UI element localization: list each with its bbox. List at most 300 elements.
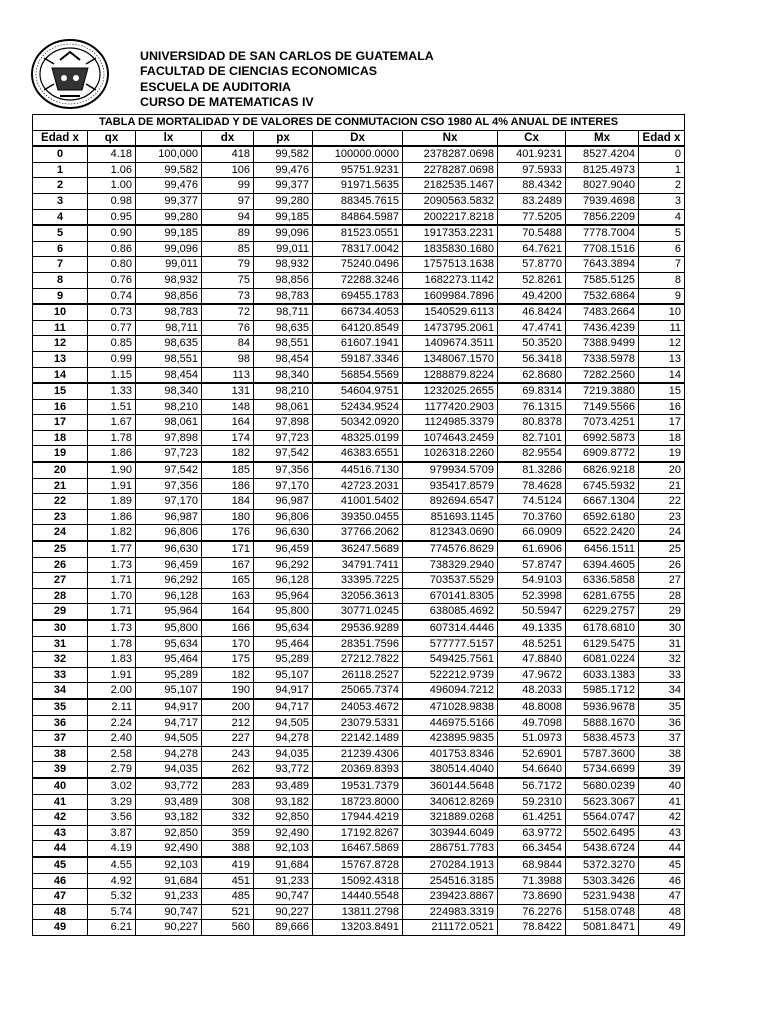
cell-dx: 200 bbox=[202, 699, 254, 715]
table-row bbox=[33, 509, 685, 525]
cell-Dx: 34791.7411 bbox=[313, 557, 403, 573]
cell-Mx: 7436.4239 bbox=[566, 320, 639, 336]
cell-qx: 1.89 bbox=[88, 494, 136, 510]
cell-qx: 5.74 bbox=[88, 904, 136, 920]
cell-Mx: 6667.1304 bbox=[566, 494, 639, 510]
cell-Dx: 78317.0042 bbox=[313, 241, 403, 257]
table-row bbox=[33, 193, 685, 209]
cell-qx: 6.21 bbox=[88, 920, 136, 936]
course-name: CURSO DE MATEMATICAS IV bbox=[140, 95, 314, 110]
column-header-Dx: Dx bbox=[313, 130, 403, 146]
cell-age: 23 bbox=[33, 509, 88, 525]
table-row bbox=[33, 415, 685, 431]
cell-age: 27 bbox=[33, 573, 88, 589]
cell-dx: 167 bbox=[202, 557, 254, 573]
cell-age: 34 bbox=[33, 683, 88, 699]
cell-Dx: 21239.4306 bbox=[313, 746, 403, 762]
cell-Nx: 892694.6547 bbox=[403, 494, 498, 510]
cell-Mx: 5231.9438 bbox=[566, 889, 639, 905]
cell-qx: 1.06 bbox=[88, 162, 136, 178]
cell-px: 95,634 bbox=[254, 620, 313, 636]
cell-Dx: 59187.3346 bbox=[313, 351, 403, 367]
cell-lx: 97,170 bbox=[136, 494, 202, 510]
table-row bbox=[33, 794, 685, 810]
cell-Nx: 1288879.8224 bbox=[403, 367, 498, 383]
cell-qx: 4.55 bbox=[88, 857, 136, 873]
cell-qx: 4.18 bbox=[88, 146, 136, 162]
cell-Cx: 51.0973 bbox=[498, 731, 566, 747]
cell-age-right: 10 bbox=[639, 304, 685, 320]
cell-age: 41 bbox=[33, 794, 88, 810]
cell-Mx: 5564.0747 bbox=[566, 810, 639, 826]
table-row bbox=[33, 588, 685, 604]
cell-Mx: 6909.8772 bbox=[566, 446, 639, 462]
cell-Dx: 42723.2031 bbox=[313, 478, 403, 494]
cell-age: 13 bbox=[33, 351, 88, 367]
cell-qx: 0.99 bbox=[88, 351, 136, 367]
cell-Mx: 6745.5932 bbox=[566, 478, 639, 494]
cell-Nx: 2378287.0698 bbox=[403, 146, 498, 162]
cell-Dx: 17944.4219 bbox=[313, 810, 403, 826]
cell-px: 94,505 bbox=[254, 715, 313, 731]
cell-lx: 94,278 bbox=[136, 746, 202, 762]
cell-Nx: 2090563.5832 bbox=[403, 193, 498, 209]
cell-age-right: 9 bbox=[639, 288, 685, 304]
cell-Cx: 48.2033 bbox=[498, 683, 566, 699]
cell-Dx: 44516.7130 bbox=[313, 462, 403, 478]
cell-age-right: 42 bbox=[639, 810, 685, 826]
cell-dx: 85 bbox=[202, 241, 254, 257]
cell-Mx: 5734.6699 bbox=[566, 762, 639, 778]
cell-age-right: 19 bbox=[639, 446, 685, 462]
cell-Cx: 76.1315 bbox=[498, 399, 566, 415]
cell-Mx: 6081.0224 bbox=[566, 652, 639, 668]
cell-Nx: 1835830.1680 bbox=[403, 241, 498, 257]
cell-dx: 165 bbox=[202, 573, 254, 589]
cell-Mx: 5158.0748 bbox=[566, 904, 639, 920]
cell-dx: 171 bbox=[202, 541, 254, 557]
cell-lx: 99,096 bbox=[136, 241, 202, 257]
cell-px: 97,170 bbox=[254, 478, 313, 494]
cell-lx: 94,717 bbox=[136, 715, 202, 731]
cell-qx: 3.29 bbox=[88, 794, 136, 810]
cell-age-right: 5 bbox=[639, 225, 685, 241]
table-row bbox=[33, 604, 685, 620]
cell-Mx: 7219.3880 bbox=[566, 383, 639, 399]
cell-age: 31 bbox=[33, 636, 88, 652]
cell-Nx: 286751.7783 bbox=[403, 841, 498, 857]
cell-age: 36 bbox=[33, 715, 88, 731]
table-row bbox=[33, 225, 685, 241]
table-title: TABLA DE MORTALIDAD Y DE VALORES DE CONMUTACION CSO 1980 AL 4% ANUAL DE INTERES bbox=[33, 115, 685, 131]
cell-dx: 75 bbox=[202, 272, 254, 288]
cell-dx: 182 bbox=[202, 446, 254, 462]
cell-Nx: 2278287.0698 bbox=[403, 162, 498, 178]
cell-age: 8 bbox=[33, 272, 88, 288]
cell-Dx: 69455.1783 bbox=[313, 288, 403, 304]
cell-px: 99,096 bbox=[254, 225, 313, 241]
cell-px: 99,476 bbox=[254, 162, 313, 178]
cell-dx: 94 bbox=[202, 209, 254, 225]
cell-age: 48 bbox=[33, 904, 88, 920]
cell-Cx: 61.6906 bbox=[498, 541, 566, 557]
cell-Dx: 66734.4053 bbox=[313, 304, 403, 320]
cell-qx: 1.78 bbox=[88, 430, 136, 446]
cell-Mx: 6129.5475 bbox=[566, 636, 639, 652]
table-row bbox=[33, 825, 685, 841]
cell-Dx: 72288.3246 bbox=[313, 272, 403, 288]
cell-Mx: 6229.2757 bbox=[566, 604, 639, 620]
table-row bbox=[33, 920, 685, 936]
cell-Nx: 549425.7561 bbox=[403, 652, 498, 668]
cell-Cx: 71.3988 bbox=[498, 873, 566, 889]
cell-Cx: 49.4200 bbox=[498, 288, 566, 304]
cell-lx: 94,917 bbox=[136, 699, 202, 715]
cell-lx: 92,103 bbox=[136, 857, 202, 873]
cell-Dx: 84864.5987 bbox=[313, 209, 403, 225]
cell-age: 16 bbox=[33, 399, 88, 415]
table-row bbox=[33, 683, 685, 699]
cell-dx: 388 bbox=[202, 841, 254, 857]
cell-lx: 99,582 bbox=[136, 162, 202, 178]
cell-age-right: 32 bbox=[639, 652, 685, 668]
cell-Cx: 50.3520 bbox=[498, 336, 566, 352]
table-row bbox=[33, 667, 685, 683]
cell-qx: 2.79 bbox=[88, 762, 136, 778]
cell-age: 15 bbox=[33, 383, 88, 399]
cell-Dx: 37766.2062 bbox=[313, 525, 403, 541]
cell-Mx: 5502.6495 bbox=[566, 825, 639, 841]
cell-dx: 89 bbox=[202, 225, 254, 241]
cell-lx: 93,772 bbox=[136, 778, 202, 794]
cell-Cx: 97.5933 bbox=[498, 162, 566, 178]
mortality-table bbox=[32, 114, 685, 936]
cell-qx: 1.90 bbox=[88, 462, 136, 478]
cell-dx: 79 bbox=[202, 257, 254, 273]
cell-Nx: 303944.6049 bbox=[403, 825, 498, 841]
cell-qx: 1.86 bbox=[88, 509, 136, 525]
cell-age-right: 12 bbox=[639, 336, 685, 352]
cell-px: 98,856 bbox=[254, 272, 313, 288]
table-row bbox=[33, 652, 685, 668]
cell-age-right: 4 bbox=[639, 209, 685, 225]
cell-Mx: 5888.1670 bbox=[566, 715, 639, 731]
cell-dx: 243 bbox=[202, 746, 254, 762]
cell-dx: 418 bbox=[202, 146, 254, 162]
cell-age: 12 bbox=[33, 336, 88, 352]
cell-age: 0 bbox=[33, 146, 88, 162]
cell-age: 28 bbox=[33, 588, 88, 604]
cell-Cx: 74.5124 bbox=[498, 494, 566, 510]
cell-dx: 283 bbox=[202, 778, 254, 794]
cell-qx: 4.19 bbox=[88, 841, 136, 857]
cell-Mx: 7338.5978 bbox=[566, 351, 639, 367]
cell-dx: 99 bbox=[202, 178, 254, 194]
table-row bbox=[33, 304, 685, 320]
cell-Dx: 23079.5331 bbox=[313, 715, 403, 731]
cell-Cx: 81.3286 bbox=[498, 462, 566, 478]
cell-age: 4 bbox=[33, 209, 88, 225]
cell-dx: 485 bbox=[202, 889, 254, 905]
cell-px: 96,987 bbox=[254, 494, 313, 510]
column-header-Nx: Nx bbox=[403, 130, 498, 146]
table-row bbox=[33, 241, 685, 257]
cell-dx: 190 bbox=[202, 683, 254, 699]
cell-age: 24 bbox=[33, 525, 88, 541]
cell-Dx: 75240.0496 bbox=[313, 257, 403, 273]
cell-Mx: 6826.9218 bbox=[566, 462, 639, 478]
cell-Dx: 41001.5402 bbox=[313, 494, 403, 510]
cell-Nx: 1540529.6113 bbox=[403, 304, 498, 320]
cell-lx: 97,542 bbox=[136, 462, 202, 478]
table-row bbox=[33, 178, 685, 194]
cell-Nx: 577777.5157 bbox=[403, 636, 498, 652]
cell-Mx: 6394.4605 bbox=[566, 557, 639, 573]
cell-Mx: 5623.3067 bbox=[566, 794, 639, 810]
cell-age-right: 1 bbox=[639, 162, 685, 178]
cell-Dx: 17192.8267 bbox=[313, 825, 403, 841]
university-seal-logo bbox=[30, 38, 110, 110]
cell-Dx: 50342.0920 bbox=[313, 415, 403, 431]
cell-Mx: 7532.6864 bbox=[566, 288, 639, 304]
cell-Cx: 52.8261 bbox=[498, 272, 566, 288]
cell-Nx: 211172.0521 bbox=[403, 920, 498, 936]
cell-age-right: 11 bbox=[639, 320, 685, 336]
cell-qx: 1.67 bbox=[88, 415, 136, 431]
cell-age: 35 bbox=[33, 699, 88, 715]
cell-age: 17 bbox=[33, 415, 88, 431]
cell-Cx: 56.7172 bbox=[498, 778, 566, 794]
cell-Dx: 95751.9231 bbox=[313, 162, 403, 178]
cell-px: 93,182 bbox=[254, 794, 313, 810]
cell-Nx: 522212.9739 bbox=[403, 667, 498, 683]
cell-lx: 91,233 bbox=[136, 889, 202, 905]
cell-dx: 166 bbox=[202, 620, 254, 636]
cell-Dx: 19531.7379 bbox=[313, 778, 403, 794]
cell-age-right: 30 bbox=[639, 620, 685, 636]
cell-age-right: 20 bbox=[639, 462, 685, 478]
cell-px: 98,210 bbox=[254, 383, 313, 399]
cell-age: 19 bbox=[33, 446, 88, 462]
cell-px: 96,128 bbox=[254, 573, 313, 589]
cell-px: 99,011 bbox=[254, 241, 313, 257]
cell-px: 99,582 bbox=[254, 146, 313, 162]
cell-age-right: 41 bbox=[639, 794, 685, 810]
cell-lx: 98,856 bbox=[136, 288, 202, 304]
cell-dx: 176 bbox=[202, 525, 254, 541]
cell-qx: 2.24 bbox=[88, 715, 136, 731]
cell-age-right: 6 bbox=[639, 241, 685, 257]
cell-age-right: 48 bbox=[639, 904, 685, 920]
cell-age-right: 29 bbox=[639, 604, 685, 620]
cell-Dx: 48325.0199 bbox=[313, 430, 403, 446]
cell-age: 2 bbox=[33, 178, 88, 194]
cell-Mx: 7149.5566 bbox=[566, 399, 639, 415]
cell-age-right: 14 bbox=[639, 367, 685, 383]
cell-Dx: 15767.8728 bbox=[313, 857, 403, 873]
cell-age-right: 49 bbox=[639, 920, 685, 936]
cell-Dx: 28351.7596 bbox=[313, 636, 403, 652]
cell-Cx: 78.4628 bbox=[498, 478, 566, 494]
cell-Dx: 100000.0000 bbox=[313, 146, 403, 162]
cell-Cx: 76.2276 bbox=[498, 904, 566, 920]
cell-qx: 0.95 bbox=[88, 209, 136, 225]
table-row bbox=[33, 351, 685, 367]
cell-age-right: 2 bbox=[639, 178, 685, 194]
cell-Nx: 1682273.1142 bbox=[403, 272, 498, 288]
cell-Mx: 6992.5873 bbox=[566, 430, 639, 446]
cell-age: 10 bbox=[33, 304, 88, 320]
cell-lx: 98,454 bbox=[136, 367, 202, 383]
cell-qx: 0.80 bbox=[88, 257, 136, 273]
cell-dx: 131 bbox=[202, 383, 254, 399]
cell-age: 20 bbox=[33, 462, 88, 478]
cell-Dx: 24053.4672 bbox=[313, 699, 403, 715]
cell-qx: 0.90 bbox=[88, 225, 136, 241]
cell-age-right: 8 bbox=[639, 272, 685, 288]
cell-Nx: 1177420.2903 bbox=[403, 399, 498, 415]
cell-lx: 95,800 bbox=[136, 620, 202, 636]
cell-Nx: 360144.5648 bbox=[403, 778, 498, 794]
cell-Cx: 77.5205 bbox=[498, 209, 566, 225]
cell-lx: 99,280 bbox=[136, 209, 202, 225]
cell-age: 32 bbox=[33, 652, 88, 668]
cell-age-right: 13 bbox=[639, 351, 685, 367]
table-row bbox=[33, 699, 685, 715]
cell-qx: 1.83 bbox=[88, 652, 136, 668]
cell-age-right: 35 bbox=[639, 699, 685, 715]
table-row bbox=[33, 525, 685, 541]
cell-Mx: 5838.4573 bbox=[566, 731, 639, 747]
cell-px: 94,035 bbox=[254, 746, 313, 762]
cell-dx: 185 bbox=[202, 462, 254, 478]
cell-Nx: 270284.1913 bbox=[403, 857, 498, 873]
cell-Cx: 83.2489 bbox=[498, 193, 566, 209]
cell-Cx: 82.7101 bbox=[498, 430, 566, 446]
cell-dx: 521 bbox=[202, 904, 254, 920]
cell-age: 38 bbox=[33, 746, 88, 762]
cell-Cx: 49.7098 bbox=[498, 715, 566, 731]
cell-px: 96,459 bbox=[254, 541, 313, 557]
table-row bbox=[33, 873, 685, 889]
cell-Nx: 1348067.1570 bbox=[403, 351, 498, 367]
cell-qx: 1.82 bbox=[88, 525, 136, 541]
cell-qx: 1.86 bbox=[88, 446, 136, 462]
cell-qx: 1.33 bbox=[88, 383, 136, 399]
cell-qx: 3.02 bbox=[88, 778, 136, 794]
cell-Cx: 59.2310 bbox=[498, 794, 566, 810]
cell-lx: 97,898 bbox=[136, 430, 202, 446]
cell-age-right: 27 bbox=[639, 573, 685, 589]
table-row bbox=[33, 557, 685, 573]
cell-px: 98,783 bbox=[254, 288, 313, 304]
cell-Cx: 47.9672 bbox=[498, 667, 566, 683]
cell-Mx: 5372.3270 bbox=[566, 857, 639, 873]
cell-Mx: 7388.9499 bbox=[566, 336, 639, 352]
table-row bbox=[33, 715, 685, 731]
cell-lx: 92,850 bbox=[136, 825, 202, 841]
table-row bbox=[33, 778, 685, 794]
cell-qx: 3.87 bbox=[88, 825, 136, 841]
cell-qx: 3.56 bbox=[88, 810, 136, 826]
cell-Mx: 5438.6724 bbox=[566, 841, 639, 857]
cell-age-right: 0 bbox=[639, 146, 685, 162]
cell-qx: 1.78 bbox=[88, 636, 136, 652]
cell-Cx: 47.4741 bbox=[498, 320, 566, 336]
cell-dx: 170 bbox=[202, 636, 254, 652]
cell-qx: 4.92 bbox=[88, 873, 136, 889]
cell-px: 94,917 bbox=[254, 683, 313, 699]
cell-Mx: 7939.4698 bbox=[566, 193, 639, 209]
cell-lx: 99,377 bbox=[136, 193, 202, 209]
cell-Cx: 50.5947 bbox=[498, 604, 566, 620]
cell-lx: 100,000 bbox=[136, 146, 202, 162]
cell-Mx: 7856.2209 bbox=[566, 209, 639, 225]
cell-Cx: 78.8422 bbox=[498, 920, 566, 936]
cell-dx: 227 bbox=[202, 731, 254, 747]
cell-age: 45 bbox=[33, 857, 88, 873]
cell-Dx: 22142.1489 bbox=[313, 731, 403, 747]
cell-Nx: 1917353.2231 bbox=[403, 225, 498, 241]
cell-Cx: 47.8840 bbox=[498, 652, 566, 668]
cell-px: 91,684 bbox=[254, 857, 313, 873]
cell-Cx: 66.3454 bbox=[498, 841, 566, 857]
cell-px: 92,490 bbox=[254, 825, 313, 841]
cell-qx: 1.91 bbox=[88, 667, 136, 683]
cell-age: 3 bbox=[33, 193, 88, 209]
cell-Dx: 25065.7374 bbox=[313, 683, 403, 699]
cell-Mx: 5081.8471 bbox=[566, 920, 639, 936]
cell-Dx: 30771.0245 bbox=[313, 604, 403, 620]
cell-qx: 0.73 bbox=[88, 304, 136, 320]
cell-lx: 93,182 bbox=[136, 810, 202, 826]
cell-age-right: 38 bbox=[639, 746, 685, 762]
cell-px: 92,103 bbox=[254, 841, 313, 857]
cell-dx: 186 bbox=[202, 478, 254, 494]
cell-age-right: 31 bbox=[639, 636, 685, 652]
cell-Cx: 54.9103 bbox=[498, 573, 566, 589]
cell-dx: 97 bbox=[202, 193, 254, 209]
cell-dx: 164 bbox=[202, 415, 254, 431]
cell-lx: 98,061 bbox=[136, 415, 202, 431]
cell-age: 22 bbox=[33, 494, 88, 510]
faculty-name: FACULTAD DE CIENCIAS ECONOMICAS bbox=[140, 64, 378, 79]
cell-Dx: 91971.5635 bbox=[313, 178, 403, 194]
cell-lx: 99,185 bbox=[136, 225, 202, 241]
cell-Mx: 6456.1511 bbox=[566, 541, 639, 557]
cell-dx: 182 bbox=[202, 667, 254, 683]
cell-Nx: 254516.3185 bbox=[403, 873, 498, 889]
cell-px: 91,233 bbox=[254, 873, 313, 889]
cell-lx: 95,107 bbox=[136, 683, 202, 699]
cell-Nx: 401753.8346 bbox=[403, 746, 498, 762]
cell-lx: 91,684 bbox=[136, 873, 202, 889]
cell-Mx: 5985.1712 bbox=[566, 683, 639, 699]
cell-Nx: 812343.0690 bbox=[403, 525, 498, 541]
cell-dx: 560 bbox=[202, 920, 254, 936]
cell-age-right: 46 bbox=[639, 873, 685, 889]
table-row bbox=[33, 257, 685, 273]
table-row bbox=[33, 462, 685, 478]
cell-Nx: 1074643.2459 bbox=[403, 430, 498, 446]
cell-lx: 96,128 bbox=[136, 588, 202, 604]
cell-dx: 148 bbox=[202, 399, 254, 415]
table-row bbox=[33, 430, 685, 446]
cell-qx: 2.58 bbox=[88, 746, 136, 762]
cell-Dx: 13203.8491 bbox=[313, 920, 403, 936]
cell-qx: 0.86 bbox=[88, 241, 136, 257]
seal-icon bbox=[30, 38, 110, 110]
